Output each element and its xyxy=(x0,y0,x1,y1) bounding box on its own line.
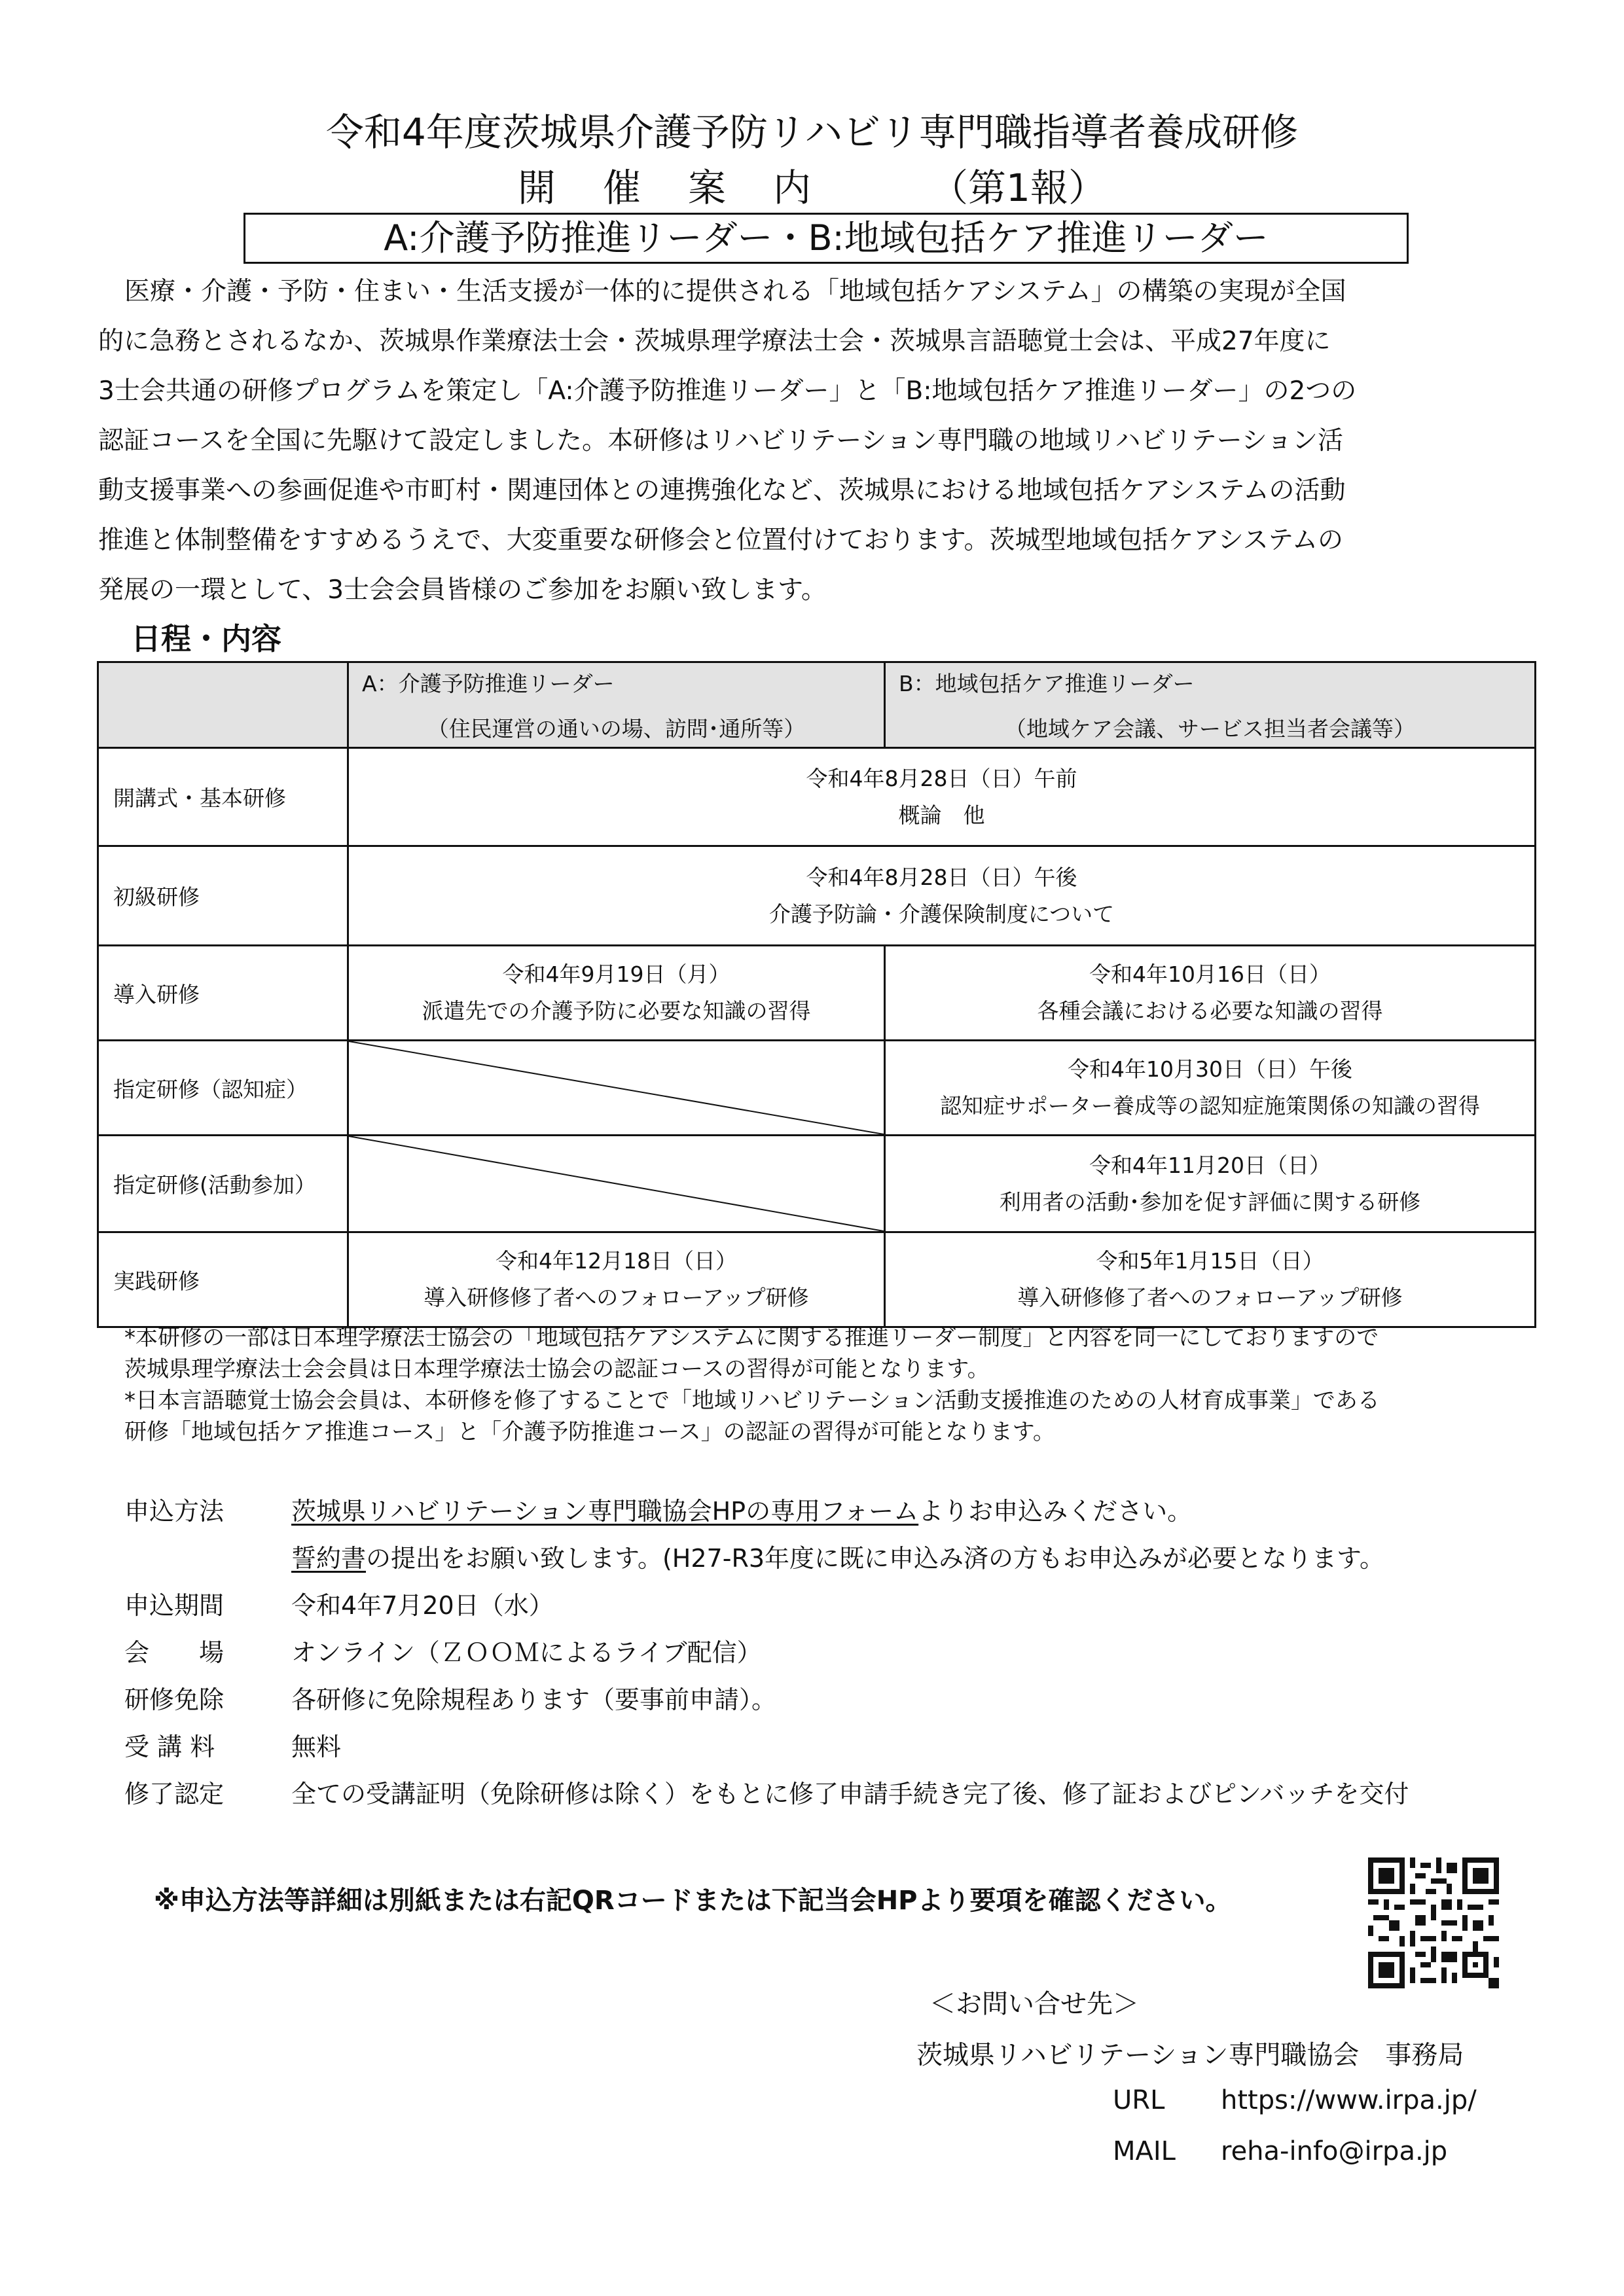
issue-number: （第1報） xyxy=(930,166,1106,210)
exemption-label: 研修免除 xyxy=(124,1685,225,1714)
row-label: 初級研修 xyxy=(98,846,348,946)
session-description: 導入研修修了者へのフォローアップ研修 xyxy=(1017,1285,1403,1310)
session-date: 令和4年11月20日（日） xyxy=(1089,1152,1331,1178)
document-subtitle-line xyxy=(0,157,1624,212)
contact-organization: 茨城県リハビリテーション専門職協会 事務局 xyxy=(916,2040,1464,2070)
course-b-cell xyxy=(885,946,1536,1041)
qr-instruction: ※申込方法等詳細は別紙または右記QRコードまたは下記当会HPより要項を確認ください。 xyxy=(154,1886,1232,1916)
header-course-a xyxy=(348,662,885,748)
session-date: 令和4年10月30日（日）午後 xyxy=(1068,1056,1352,1082)
application-form-link[interactable]: 茨城県リハビリテーション専門職協会HPの専用フォーム xyxy=(291,1497,919,1526)
course-a-cell xyxy=(348,1232,885,1327)
course-a-scope: （住民運営の通いの場、訪問･通所等） xyxy=(427,716,806,742)
schedule-heading: 日程・内容 xyxy=(131,621,281,656)
intro-line: 3士会共通の研修プログラムを策定し「A:介護予防推進リーダー」と「B:地域包括ケア推進リーダー」の2つの xyxy=(98,376,1357,406)
course-a-cell xyxy=(348,946,885,1041)
intro-line: 発展の一環として、3士会会員皆様のご参加をお願い致します。 xyxy=(98,575,827,605)
table-row xyxy=(98,748,1536,846)
session-date: 令和4年8月28日（日）午後 xyxy=(806,864,1077,890)
period-label: 申込期間 xyxy=(124,1591,225,1620)
document-title: 令和4年度茨城県介護予防リハビリ専門職指導者養成研修 xyxy=(325,110,1299,154)
intro-line: 認証コースを全国に先駆けて設定しました。本研修はリハビリテーション専門職の地域リハビリテーション活 xyxy=(98,426,1344,456)
pledge-form-link[interactable]: 誓約書 xyxy=(291,1544,367,1573)
course-b-cell xyxy=(885,1136,1536,1232)
fee-value: 無料 xyxy=(291,1732,342,1761)
diagonal-strike xyxy=(349,1041,884,1134)
intro-line: 的に急務とされるなか、茨城県作業療法士会・茨城県理学療法士会・茨城県言語聴覚士会は、平成27年度に xyxy=(98,327,1331,356)
footnote-line: 研修「地域包括ケア推進コース」と「介護予防推進コース」の認証の習得が可能となります。 xyxy=(124,1419,1055,1445)
contact-mail-label: MAIL xyxy=(1113,2136,1176,2166)
row-label: 指定研修(活動参加） xyxy=(98,1136,348,1232)
session-date: 令和4年8月28日（日）午前 xyxy=(806,765,1077,791)
not-applicable-cell xyxy=(348,1041,885,1136)
diagonal-strike xyxy=(349,1136,884,1231)
contact-mail-link[interactable]: reha-info@irpa.jp xyxy=(1221,2136,1448,2166)
table-row xyxy=(98,1232,1536,1327)
qr-code[interactable] xyxy=(1368,1857,1499,1988)
intro-line: 動支援事業への参画促進や市町村・関連団体との連携強化など、茨城県における地域包括ケアシステムの活動 xyxy=(98,476,1346,505)
session-description: 利用者の活動･参加を促す評価に関する研修 xyxy=(999,1189,1421,1215)
table-row xyxy=(98,846,1536,946)
row-label: 開講式・基本研修 xyxy=(98,748,348,846)
header-blank-cell xyxy=(98,662,348,748)
session-date: 令和4年12月18日（日） xyxy=(496,1248,737,1274)
course-b-cell xyxy=(885,1232,1536,1327)
session-description: 各種会議における必要な知識の習得 xyxy=(1037,998,1383,1024)
session-description: 概論 他 xyxy=(898,802,985,828)
footnote-line: *本研修の一部は日本理学療法士協会の「地域包括ケアシステムに関する推進リーダー制度」と内容を同一にしておりますので xyxy=(124,1325,1379,1351)
merged-cell xyxy=(348,748,1536,846)
course-b-cell xyxy=(885,1041,1536,1136)
course-names-box: A:介護予防推進リーダー・B:地域包括ケア推進リーダー xyxy=(244,213,1409,264)
intro-line: 推進と体制整備をすすめるうえで、大変重要な研修会と位置付けております。茨城型地域包括ケアシステムの xyxy=(98,526,1344,555)
intro-paragraph xyxy=(98,267,1512,615)
announcement-label: 開催案内 xyxy=(518,166,859,210)
row-label: 導入研修 xyxy=(98,946,348,1041)
venue-label: 会 場 xyxy=(124,1638,225,1667)
not-applicable-cell xyxy=(348,1136,885,1232)
header-course-b xyxy=(885,662,1536,748)
session-description: 認知症サポーター養成等の認知症施策関係の知識の習得 xyxy=(940,1093,1480,1119)
qr-code-icon xyxy=(1368,1857,1499,1988)
schedule-table xyxy=(97,661,1536,1328)
table-header-row xyxy=(98,662,1536,748)
session-description: 派遣先での介護予防に必要な知識の習得 xyxy=(422,998,811,1024)
course-b-label: B：地域包括ケア推進リーダー xyxy=(899,671,1195,696)
contact-url-link[interactable]: https://www.irpa.jp/ xyxy=(1221,2085,1477,2115)
course-b-scope: （地域ケア会議、サービス担当者会議等） xyxy=(1005,716,1415,742)
pledge-text: の提出をお願い致します。(H27-R3年度に既に申込み済の方もお申込みが必要となります。 xyxy=(366,1544,1384,1573)
exemption-value: 各研修に免除規程あります（要事前申請）。 xyxy=(291,1685,777,1714)
table-row xyxy=(98,1041,1536,1136)
apply-method-text: よりお申込みください。 xyxy=(918,1497,1193,1526)
venue-value: オンライン（ＺＯＯＭによるライブ配信） xyxy=(291,1638,762,1667)
row-label: 指定研修（認知症） xyxy=(98,1041,348,1136)
footnote-line: 茨城県理学療法士会会員は日本理学療法士協会の認証コースの習得が可能となります。 xyxy=(124,1356,990,1382)
session-description: 介護予防論・介護保険制度について xyxy=(768,901,1115,927)
table-row xyxy=(98,946,1536,1041)
fee-label: 受 講 料 xyxy=(124,1732,215,1761)
footnotes xyxy=(124,1322,1532,1448)
contact-heading: ＜お問い合せ先＞ xyxy=(929,1989,1139,2019)
session-description: 導入研修修了者へのフォローアップ研修 xyxy=(424,1285,809,1310)
footnote-line: *日本言語聴覚士協会会員は、本研修を修了することで「地域リハビリテーション活動支援推進のための人材育成事業」である xyxy=(124,1388,1380,1414)
contact-url-label: URL xyxy=(1113,2085,1165,2115)
table-row xyxy=(98,1136,1536,1232)
session-date: 令和4年10月16日（日） xyxy=(1089,961,1331,987)
session-date: 令和4年9月19日（月） xyxy=(502,961,731,987)
session-date: 令和5年1月15日（日） xyxy=(1096,1248,1324,1274)
completion-label: 修了認定 xyxy=(124,1780,225,1808)
row-label: 実践研修 xyxy=(98,1232,348,1327)
intro-line: 医療・介護・予防・住まい・生活支援が一体的に提供される「地域包括ケアシステム」の構築の実現が全国 xyxy=(124,277,1346,306)
completion-value: 全ての受講証明（免除研修は除く）をもとに修了申請手続き完了後、修了証およびピンバッチを交付 xyxy=(291,1780,1409,1808)
course-a-label: A：介護予防推進リーダー xyxy=(362,671,615,696)
merged-cell xyxy=(348,846,1536,946)
period-value: 令和4年7月20日（水） xyxy=(291,1591,554,1620)
apply-method-label: 申込方法 xyxy=(124,1497,225,1526)
